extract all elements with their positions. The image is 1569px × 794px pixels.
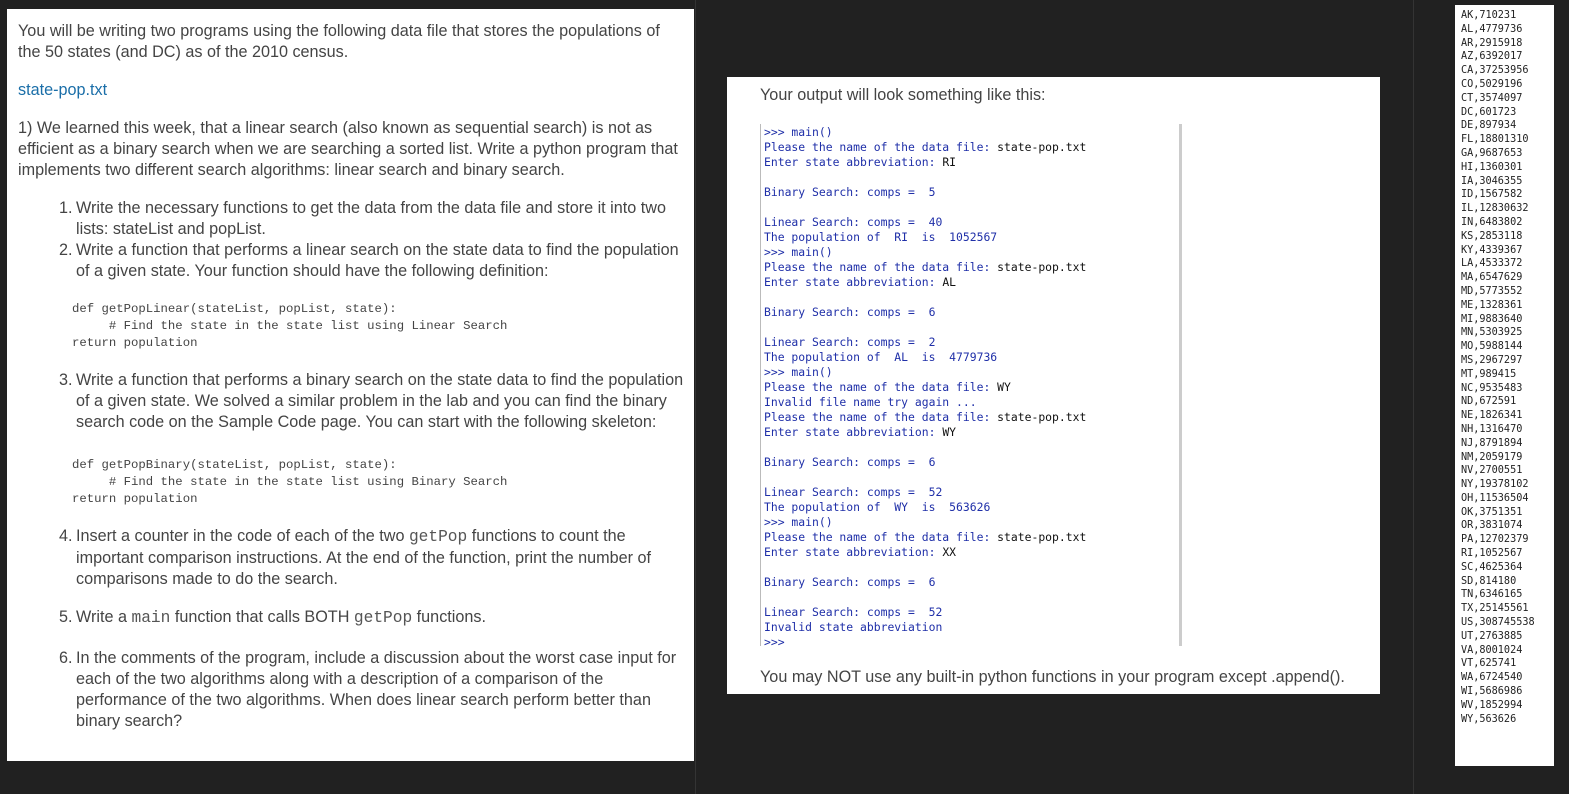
console-line: [764, 320, 1179, 335]
console-user-input: RI: [942, 155, 957, 169]
list-item: [59, 370, 684, 433]
code-line: # Find the state in the state list using Linear Search: [72, 319, 508, 333]
data-file-line: WY,563626: [1461, 713, 1517, 725]
data-file-contents: [1455, 5, 1554, 766]
task-paragraph: 1) We learned this week, that a linear search (also known as sequential search) is not as efficient as a binary search when we are searching a sorted list. Write a python program that implements two different search algorithms: linear search and binary search.: [18, 119, 678, 179]
data-file-line: US,308745538: [1461, 617, 1535, 629]
console-line: [764, 530, 1179, 545]
data-file-line: IA,3046355: [1461, 175, 1523, 187]
data-file-line: SD,814180: [1461, 575, 1517, 587]
code-block-linear: [72, 301, 684, 352]
requirements-list: [59, 370, 684, 433]
console-line: [764, 605, 1179, 620]
console-output-text: Binary Search: comps = 6: [764, 455, 936, 469]
console-line: [764, 560, 1179, 575]
inline-code: getPop: [408, 528, 468, 546]
list-item-text: [76, 526, 684, 590]
console-user-input: WY: [997, 380, 1011, 394]
text-span: Write a: [76, 608, 132, 626]
console-output-text: >>> main(): [764, 515, 833, 529]
console-user-input: XX: [942, 545, 957, 559]
console-line: [764, 620, 1179, 635]
console-line: [764, 170, 1179, 185]
code-line: # Find the state in the state list using Binary Search: [72, 475, 508, 489]
code-line: return population: [72, 336, 198, 350]
list-item-text: [76, 607, 684, 629]
console-line: [764, 635, 1179, 646]
console-output-text: >>> main(): [764, 125, 833, 139]
list-item-text: In the comments of the program, include a discussion about the worst case input for each of the two algorithms along with a description of a comparison of the performance of the two algorithms. When does linear search perform better than binary search?: [76, 649, 677, 730]
console-line: [764, 440, 1179, 455]
console-output-text: Please the name of the data file:: [764, 260, 998, 274]
console-output-text: Invalid state abbreviation: [764, 620, 943, 634]
text-span: functions.: [412, 608, 486, 626]
console-line: [764, 455, 1179, 470]
data-file-line: FL,18801310: [1461, 134, 1529, 146]
console-output-text: >>> main(): [764, 245, 833, 259]
data-file-line: MI,9883640: [1461, 313, 1523, 325]
data-file-line: TX,25145561: [1461, 603, 1529, 615]
data-file-line: DC,601723: [1461, 106, 1517, 118]
data-file-line: MT,989415: [1461, 368, 1517, 380]
data-file-line: KY,4339367: [1461, 244, 1523, 256]
console-line: [764, 155, 1179, 170]
console-line: [764, 425, 1179, 440]
list-item: [59, 240, 684, 282]
console-line: [764, 590, 1179, 605]
data-file-line: NH,1316470: [1461, 423, 1523, 435]
code-line: return population: [72, 492, 198, 506]
data-file-line: OR,3831074: [1461, 520, 1523, 532]
console-line: [764, 350, 1179, 365]
console-line: [764, 575, 1179, 590]
data-file-line: SC,4625364: [1461, 561, 1523, 573]
console-line: [764, 410, 1179, 425]
console-line: [764, 200, 1179, 215]
data-file-line: UT,2763885: [1461, 630, 1523, 642]
list-item: [59, 526, 684, 590]
console-line: [764, 215, 1179, 230]
sample-output-heading: Your output will look something like this:: [760, 86, 1046, 104]
text-span: functions to count the important comparison instructions. At the end of the function, print the number of comparisons made to do the search.: [76, 527, 651, 588]
list-item-number: 6.: [59, 649, 73, 667]
data-file-line: MN,5303925: [1461, 327, 1523, 339]
console-user-input: AL: [942, 275, 957, 289]
console-output-text: Please the name of the data file:: [764, 410, 998, 424]
code-block-binary: [72, 457, 684, 508]
console-user-input: state-pop.txt: [997, 410, 1087, 424]
data-file-line: ND,672591: [1461, 396, 1517, 408]
data-file-line: OH,11536504: [1461, 492, 1529, 504]
console-line: [764, 290, 1179, 305]
console-output-text: Please the name of the data file:: [764, 140, 998, 154]
console-output-text: Linear Search: comps = 40: [764, 215, 943, 229]
list-item-text: Write a function that performs a linear search on the state data to find the population of a given state. Your function should have the following definition:: [76, 241, 679, 280]
requirements-list: [59, 526, 684, 732]
data-file-line: MS,2967297: [1461, 354, 1523, 366]
data-file-line: OK,3751351: [1461, 506, 1523, 518]
console-user-input: state-pop.txt: [997, 140, 1087, 154]
data-file-line: NM,2059179: [1461, 451, 1523, 463]
console-output-text: Enter state abbreviation:: [764, 155, 943, 169]
list-item-number: 4.: [59, 527, 73, 545]
data-file-line: VA,8001024: [1461, 644, 1523, 656]
console-output-text: Please the name of the data file:: [764, 380, 998, 394]
console-output-text: Linear Search: comps = 52: [764, 485, 943, 499]
data-file-line: WV,1852994: [1461, 699, 1523, 711]
console-output-text: The population of WY is 563626: [764, 500, 991, 514]
list-item-number: 1.: [59, 199, 73, 217]
data-file-line: PA,12702379: [1461, 534, 1529, 546]
console-output-text: Enter state abbreviation:: [764, 275, 943, 289]
data-file-line: LA,4533372: [1461, 258, 1523, 270]
console-output-text: The population of AL is 4779736: [764, 350, 998, 364]
console-output-text: Enter state abbreviation:: [764, 425, 943, 439]
list-item-text: Write a function that performs a binary search on the state data to find the population of a given state. We solved a similar problem in the lab and you can find the binary search code on the Sample Code page. You can start with the following skeleton:: [76, 371, 684, 431]
console-output-text: Please the name of the data file:: [764, 530, 998, 544]
console-user-input: state-pop.txt: [997, 530, 1087, 544]
list-item-number: 2.: [59, 241, 73, 259]
data-file-line: AK,710231: [1461, 10, 1517, 21]
data-file-line: TN,6346165: [1461, 589, 1523, 601]
data-file-line: MO,5988144: [1461, 341, 1523, 353]
restriction-note: You may NOT use any built-in python functions in your program except .append().: [760, 668, 1345, 686]
code-line: def getPopLinear(stateList, popList, state):: [72, 302, 397, 316]
list-item-text: Write the necessary functions to get the data from the data file and store it into two lists: stateList and popList.: [76, 199, 666, 238]
list-item: [59, 607, 684, 629]
data-file-line: NJ,8791894: [1461, 437, 1523, 449]
console-user-input: WY: [942, 425, 957, 439]
console-line: [764, 500, 1179, 515]
data-file-line: IN,6483802: [1461, 216, 1523, 228]
list-item: [59, 648, 684, 732]
console-line: [764, 125, 1179, 140]
console-line: [764, 305, 1179, 320]
data-file-line: CA,37253956: [1461, 65, 1529, 77]
code-line: def getPopBinary(stateList, popList, state):: [72, 458, 397, 472]
console-line: [764, 365, 1179, 380]
console-output-text: Binary Search: comps = 6: [764, 305, 936, 319]
console-line: [764, 275, 1179, 290]
console-line: [764, 485, 1179, 500]
data-file-line: RI,1052567: [1461, 548, 1523, 560]
data-file-line: CO,5029196: [1461, 78, 1523, 90]
console-line: [764, 335, 1179, 350]
data-file-line: NE,1826341: [1461, 410, 1523, 422]
inline-code: main: [131, 609, 171, 627]
data-file-line: NC,9535483: [1461, 382, 1523, 394]
data-file-line: MD,5773552: [1461, 285, 1523, 297]
console-output-text: >>>: [764, 635, 785, 646]
console-output-text: Enter state abbreviation:: [764, 545, 943, 559]
list-item: [59, 198, 684, 240]
console-line: [764, 395, 1179, 410]
column-divider: [695, 0, 696, 794]
console-output-text: Binary Search: comps = 5: [764, 185, 936, 199]
intro-paragraph: You will be writing two programs using the following data file that stores the populations of the 50 states (and DC) as of the 2010 census.: [18, 22, 660, 61]
console-output-text: Invalid file name try again ...: [764, 395, 977, 409]
list-item-number: 5.: [59, 608, 73, 626]
console-output-text: Binary Search: comps = 6: [764, 575, 936, 589]
data-file-line: ME,1328361: [1461, 299, 1523, 311]
data-file-line: AL,4779736: [1461, 23, 1523, 35]
state-pop-file-link[interactable]: state-pop.txt: [18, 81, 108, 99]
data-file-line: AR,2915918: [1461, 37, 1523, 49]
list-item-number: 3.: [59, 371, 73, 389]
console-line: [764, 140, 1179, 155]
console-line: [764, 470, 1179, 485]
console-output-text: The population of RI is 1052567: [764, 230, 998, 244]
data-file-line: AZ,6392017: [1461, 51, 1523, 63]
data-file-line: GA,9687653: [1461, 147, 1523, 159]
data-file-line: IL,12830632: [1461, 203, 1529, 215]
console-line: [764, 245, 1179, 260]
data-file-line: NV,2700551: [1461, 465, 1523, 477]
data-file-line: WI,5686986: [1461, 686, 1523, 698]
text-span: function that calls BOTH: [170, 608, 354, 626]
console-line: [764, 230, 1179, 245]
console-output-text: Linear Search: comps = 2: [764, 335, 936, 349]
assignment-instructions-panel: [7, 9, 694, 761]
requirements-list: [59, 198, 684, 282]
text-span: Insert a counter in the code of each of the two: [76, 527, 409, 545]
data-file-line: KS,2853118: [1461, 230, 1523, 242]
data-file-line: DE,897934: [1461, 120, 1517, 132]
data-file-line: HI,1360301: [1461, 161, 1523, 173]
data-file-line: ID,1567582: [1461, 189, 1523, 201]
data-file-line: WA,6724540: [1461, 672, 1523, 684]
python-shell-output: [760, 124, 1182, 646]
console-line: [764, 545, 1179, 560]
data-file-line: MA,6547629: [1461, 272, 1523, 284]
data-file-line: NY,19378102: [1461, 479, 1529, 491]
data-file-line: VT,625741: [1461, 658, 1517, 670]
console-user-input: state-pop.txt: [997, 260, 1087, 274]
console-output-text: Linear Search: comps = 52: [764, 605, 943, 619]
sample-output-panel: [727, 77, 1380, 694]
console-line: [764, 260, 1179, 275]
console-line: [764, 380, 1179, 395]
column-divider: [1413, 0, 1414, 794]
console-line: [764, 185, 1179, 200]
data-file-line: CT,3574097: [1461, 92, 1523, 104]
inline-code: getPop: [353, 609, 413, 627]
console-output-text: >>> main(): [764, 365, 833, 379]
console-line: [764, 515, 1179, 530]
